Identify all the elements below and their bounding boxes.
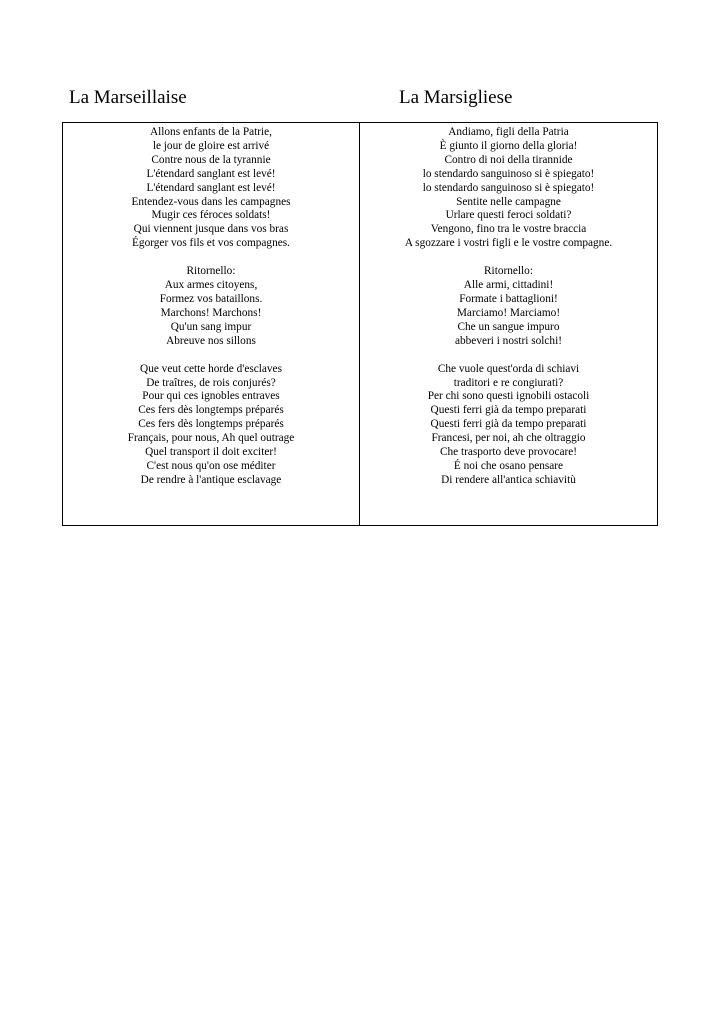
lyric-line: Entendez-vous dans les campagnes <box>131 195 291 208</box>
lyric-line: Alle armi, cittadini! <box>463 279 554 292</box>
lyric-line: É noi che osano pensare <box>453 459 564 472</box>
lyric-line: le jour de gloire est arrivé <box>152 139 270 152</box>
heading-french: La Marseillaise <box>69 87 187 108</box>
lyric-line: Questi ferri già da tempo preparati <box>430 418 587 431</box>
lyrics-table <box>62 122 658 526</box>
lyric-line: Che vuole quest'orda di schiavi <box>437 362 580 375</box>
italian-verse-1 <box>360 126 657 251</box>
french-verse-2 <box>63 363 359 488</box>
italian-verse-2 <box>360 363 657 488</box>
italian-chorus <box>360 265 657 348</box>
lyric-line: Urlare questi feroci soldati? <box>445 209 572 222</box>
lyric-line: L'étendard sanglant est levé! <box>146 167 276 180</box>
lyric-line: Allons enfants de la Patrie, <box>149 126 273 138</box>
lyric-line: Qui viennent jusque dans vos bras <box>133 223 289 236</box>
lyric-line: Marchons! Marchons! <box>160 306 262 319</box>
lyric-line: Pour qui ces ignobles entraves <box>142 390 280 403</box>
lyric-line: Ritornello: <box>484 265 533 278</box>
lyric-line: Di rendere all'antica schiavitù <box>441 473 576 486</box>
italian-lyrics-column <box>360 123 657 525</box>
lyric-line: Marciamo! Marciamo! <box>456 306 561 319</box>
french-lyrics-column <box>63 123 360 525</box>
lyric-line: Per chi sono questi ignobili ostacoli <box>427 390 590 403</box>
lyric-line: Égorger vos fils et vos compagnes. <box>132 237 290 250</box>
lyric-line: Abreuve nos sillons <box>166 334 256 347</box>
lyric-line: lo stendardo sanguinoso si è spiegato! <box>422 181 595 194</box>
lyric-line: Aux armes citoyens, <box>164 279 258 292</box>
lyric-line: A sgozzare i vostri figli e le vostre compagne. <box>404 237 613 250</box>
lyric-line: Francesi, per noi, ah che oltraggio <box>431 432 586 445</box>
lyric-line: Qu'un sang impur <box>170 320 252 333</box>
lyric-line: Français, pour nous, Ah quel outrage <box>127 432 295 445</box>
lyric-line: L'étendard sanglant est levé! <box>146 181 276 194</box>
lyric-line: Formate i battaglioni! <box>459 292 558 305</box>
french-verse-1 <box>63 126 359 251</box>
french-chorus <box>63 265 359 348</box>
lyric-line: lo stendardo sanguinoso si è spiegato! <box>422 167 595 180</box>
lyric-line: Formez vos bataillons. <box>159 292 263 305</box>
lyric-line: Che un sangue impuro <box>457 320 560 333</box>
lyric-line: Che trasporto deve provocare! <box>439 446 578 459</box>
lyric-line: Vengono, fino tra le vostre braccia <box>430 223 587 236</box>
lyric-line: Contre nous de la tyrannie <box>151 153 271 166</box>
lyric-line: È giunto il giorno della gloria! <box>439 139 578 152</box>
lyric-line: traditori e re congiurati? <box>453 376 564 389</box>
lyric-line: Contro di noi della tirannide <box>444 153 573 166</box>
lyric-line: Sentite nelle campagne <box>456 195 561 208</box>
lyric-line: C'est nous qu'on ose méditer <box>146 459 276 472</box>
lyric-line: Questi ferri già da tempo preparati <box>430 404 587 417</box>
lyric-line: Ces fers dès longtemps préparés <box>138 418 284 431</box>
lyric-line: Que veut cette horde d'esclaves <box>140 362 282 375</box>
lyric-line: Quel transport il doit exciter! <box>145 446 277 459</box>
lyric-line: abbeveri i nostri solchi! <box>455 334 562 347</box>
lyric-line: Mugir ces féroces soldats! <box>151 209 271 222</box>
lyric-line: Ritornello: <box>186 265 236 278</box>
lyric-line: De rendre à l'antique esclavage <box>140 473 282 486</box>
lyric-line: Ces fers dès longtemps préparés <box>138 404 284 417</box>
lyric-line: De traîtres, de rois conjurés? <box>146 376 276 389</box>
lyric-line: Andiamo, figli della Patria <box>448 126 569 138</box>
heading-italian: La Marsigliese <box>399 87 513 108</box>
